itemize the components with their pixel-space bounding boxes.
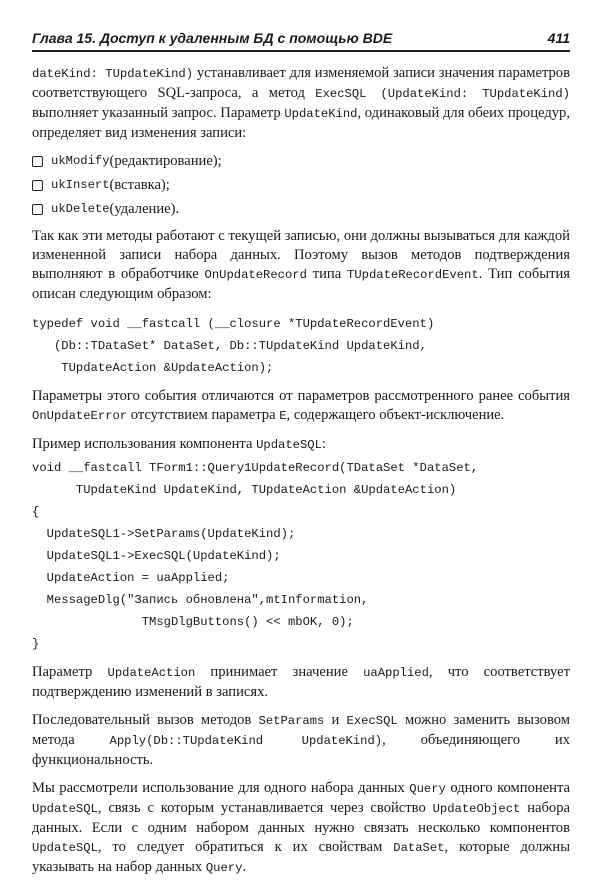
inline-code: TUpdateRecordEvent xyxy=(347,268,479,282)
checkbox-bullet-icon xyxy=(32,180,43,191)
inline-code: ukDelete xyxy=(51,202,110,216)
list-item xyxy=(32,152,570,171)
text-run: : xyxy=(321,436,326,452)
inline-code: UpdateSQL xyxy=(256,438,322,452)
text-run: , которые должны указывать на набор данных xyxy=(32,839,570,875)
inline-code: ukModify xyxy=(51,154,110,168)
code-line: } xyxy=(32,637,40,651)
text-run: набора данных. Если с одним набором данных нужно связать несколько компонентов xyxy=(32,800,570,836)
inline-code: Apply(Db::TUpdateKind UpdateKind) xyxy=(109,734,383,748)
paragraph-4 xyxy=(32,435,570,455)
code-line: UpdateSQL1->SetParams(UpdateKind); xyxy=(32,527,296,541)
text-run: Мы рассмотрели использование для одного набора данных xyxy=(32,780,410,796)
checkbox-bullet-icon xyxy=(32,156,43,167)
code-line: { xyxy=(32,505,40,519)
code-line: MessageDlg("Запись обновлена",mtInformation, xyxy=(32,593,369,607)
text-run: отсутствием параметра xyxy=(127,407,280,423)
inline-code: OnUpdateError xyxy=(32,409,128,423)
paragraph-1 xyxy=(32,64,570,143)
text-run: и xyxy=(324,712,347,728)
inline-code: E xyxy=(279,409,287,423)
inline-code: DataSet xyxy=(393,841,445,855)
text-run: Так как эти методы работают с текущей записью, они должны вызываться для каждой измененной записи набора данных. Поэтому вызов методов подтверждения выполняют в обработчике xyxy=(32,228,570,282)
text-run: одного компонента xyxy=(445,780,570,796)
inline-code: UpdateSQL xyxy=(32,841,98,855)
inline-code: UpdateObject xyxy=(432,802,521,816)
text-run: устанавливает для изменяемой записи значения параметров соответствующего SQL-запроса, а метод xyxy=(32,65,570,101)
inline-code: UpdateAction xyxy=(107,666,196,680)
text-run: , содержащего объект-исключение. xyxy=(286,407,505,423)
checkbox-bullet-icon xyxy=(32,204,43,215)
text-run: типа xyxy=(306,266,348,282)
code-line: TUpdateAction &UpdateAction); xyxy=(32,361,274,375)
inline-code: Query xyxy=(409,782,446,796)
text-run: (удаление). xyxy=(109,201,180,217)
page-body xyxy=(32,64,570,887)
text-run: , связь с которым устанавливается через свойство xyxy=(97,800,433,816)
paragraph-3 xyxy=(32,387,570,426)
text-run: принимает значение xyxy=(195,664,364,680)
text-run: (редактирование); xyxy=(109,153,222,169)
code-line: TUpdateKind UpdateKind, TUpdateAction &UpdateAction) xyxy=(32,483,457,497)
text-run: . xyxy=(242,859,247,875)
inline-code: ukInsert xyxy=(51,178,110,192)
text-run: , то следует обратиться к их свойствам xyxy=(97,839,394,855)
text-run: , объединяющего их функциональность. xyxy=(32,732,570,768)
code-line: UpdateAction = uaApplied; xyxy=(32,571,230,585)
code-block-typedef xyxy=(32,313,570,379)
text-run: Параметры этого события отличаются от параметров рассмотренного ранее события xyxy=(32,388,570,404)
paragraph-5 xyxy=(32,663,570,702)
inline-code: UpdateKind xyxy=(284,107,358,121)
inline-code: OnUpdateRecord xyxy=(204,268,307,282)
text-run: . Тип события описан следующим образом: xyxy=(32,266,570,302)
text-run: Пример использования компонента xyxy=(32,436,257,452)
inline-code: ExecSQL (UpdateKind: TUpdateKind) xyxy=(315,87,570,101)
inline-code: dateKind: TUpdateKind) xyxy=(32,67,194,81)
text-run: можно заменить вызовом метода xyxy=(32,712,571,748)
code-line: void __fastcall TForm1::Query1UpdateRecord(TDataSet *DataSet, xyxy=(32,461,479,475)
code-line: UpdateSQL1->ExecSQL(UpdateKind); xyxy=(32,549,281,563)
code-block-example xyxy=(32,457,570,655)
text-run: , одинаковый для обеих процедур, определяет вид изменения записи: xyxy=(32,105,570,141)
text-run: (вставка); xyxy=(109,177,170,193)
text-run: Последовательный вызов методов xyxy=(32,712,259,728)
inline-code: Query xyxy=(205,861,243,875)
code-line: (Db::TDataSet* DataSet, Db::TUpdateKind UpdateKind, xyxy=(32,339,427,353)
chapter-title: Глава 15. Доступ к удаленным БД с помощью BDE xyxy=(32,30,393,46)
text-run: Параметр xyxy=(32,664,108,680)
list-item xyxy=(32,200,570,219)
page-number: 411 xyxy=(547,30,570,46)
code-line: TMsgDlgButtons() << mbOK, 0); xyxy=(32,615,354,629)
paragraph-6 xyxy=(32,711,570,770)
inline-code: uaApplied xyxy=(363,666,429,680)
code-line: typedef void __fastcall (__closure *TUpdateRecordEvent) xyxy=(32,317,435,331)
paragraph-2 xyxy=(32,227,570,304)
text-run: , что соответствует подтверждению изменений в записях. xyxy=(32,664,570,700)
running-header xyxy=(32,28,570,52)
inline-code: UpdateSQL xyxy=(32,802,98,816)
inline-code: SetParams xyxy=(258,714,325,728)
paragraph-7 xyxy=(32,779,570,878)
inline-code: ExecSQL xyxy=(346,714,398,728)
list-item xyxy=(32,176,570,195)
text-run: выполняет указанный запрос. Параметр xyxy=(32,105,285,121)
